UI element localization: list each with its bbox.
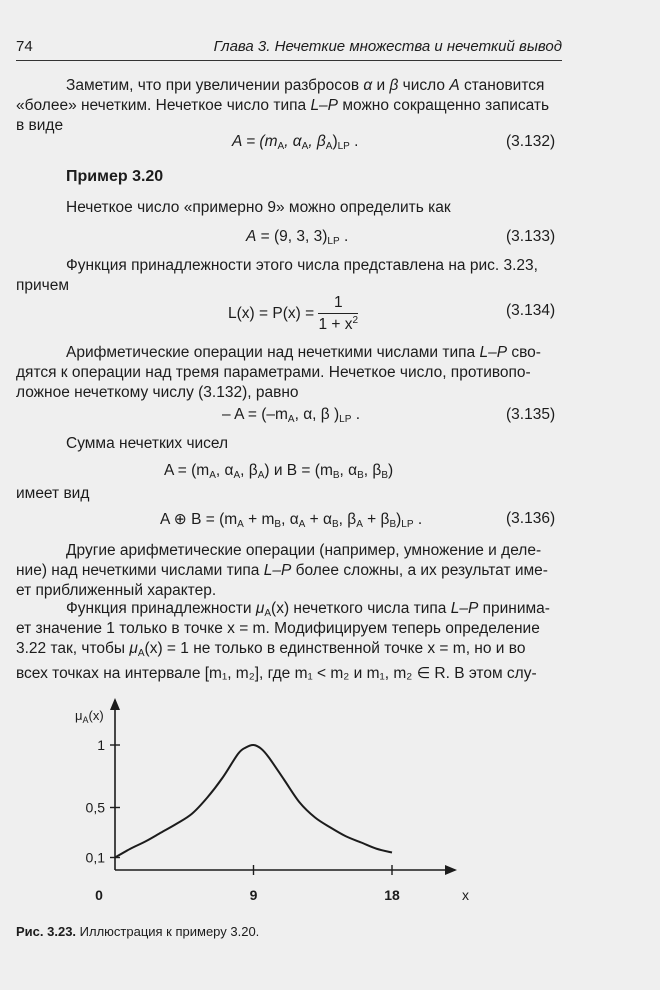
y-axis-arrow	[110, 698, 120, 710]
equation-3-132: $A = (m_A$, $\alpha_A$, $\beta_A)_{LP}$ .	[232, 133, 359, 152]
equation-number: (3.135)	[506, 406, 556, 423]
text-line: ние) над нечеткими числами типа L–P более сложны, а их результат име-	[16, 562, 548, 579]
equation-3-134: L(x) = P(x) = $\frac{1}{1 + x^2}$	[228, 294, 359, 333]
page-number: 74	[16, 38, 33, 55]
figure-caption: Рис. 3.23. Иллюстрация к примеру 3.20.	[16, 924, 260, 939]
text-line: Арифметические операции над нечеткими числами типа L–P сво-	[66, 344, 541, 361]
text-line: ет значение 1 только в точке x = m. Модифицируем теперь определение	[16, 620, 540, 637]
equation-3-135: – $A = (-m_A$, α, β )$_{LP}$ .	[222, 406, 361, 425]
example-title: Пример 3.20	[66, 168, 164, 185]
equation-3-133: A = (9, 3, $3)_{LP}$ .	[246, 228, 349, 247]
text-line: Функция принадлежности $\mu_A(x)$ нечеткого числа типа L–P принима-	[66, 600, 550, 619]
x-tick-label: 18	[384, 887, 400, 903]
x-axis-label: x	[462, 887, 469, 903]
x-axis-arrow	[445, 865, 457, 875]
y-axis-label: $\mu_A(x)$	[75, 708, 104, 725]
text-line: Заметим, что при увеличении разбросов α и β число A становится	[66, 77, 545, 94]
x-tick-label: 0	[95, 887, 103, 903]
text-line: имеет вид	[16, 485, 90, 502]
text-line: причем	[16, 277, 70, 294]
equation-3-136: A ⊕ $B = (m_A + m_B$, $\alpha_A + \alpha_B$, $\beta_A + \beta_B)_{LP}$ .	[160, 511, 423, 530]
text-line: Сумма нечетких чисел	[66, 435, 229, 452]
equation-sum: $A = (m_A$, $\alpha_A$, $\beta_A$) и $B = (m_B$, $\alpha_B$, $\beta_B$)	[164, 462, 394, 481]
text-line: Другие арифметические операции (например, умножение и деле-	[66, 542, 542, 559]
equation-number: (3.133)	[506, 228, 556, 245]
text-line: ложное нечеткому числу (3.132), равно	[16, 384, 299, 401]
y-tick-label: 1	[97, 737, 105, 753]
y-tick-label: 0,1	[85, 849, 105, 866]
text-line: «более» нечетким. Нечеткое число типа L–P можно сокращенно записать	[16, 97, 550, 114]
equation-number: (3.134)	[506, 302, 556, 319]
equation-number: (3.132)	[506, 133, 556, 150]
text-line: дятся к операции над тремя параметрами. Нечеткое число, противопо-	[16, 364, 531, 381]
text-line: Нечеткое число «примерно 9» можно определить как	[66, 199, 451, 216]
text-line: в виде	[16, 117, 64, 134]
chapter-title: Глава 3. Нечеткие множества и нечеткий вывод	[213, 38, 562, 55]
text-line: всех точках на интервале [m₁, m₂], где m₁ < m₂ и m₁, m₂ ∈ R. В этом слу-	[16, 665, 537, 682]
fraction: $\frac{1}{1 + x^2}$	[318, 294, 359, 333]
equation-number: (3.136)	[506, 510, 556, 527]
text-line: 3.22 так, чтобы $\mu_A(x) = 1$ не только в единственной точке x = m, но и во	[16, 640, 526, 659]
text-line: ет приближенный характер.	[16, 582, 217, 599]
x-tick-label: 9	[249, 887, 258, 903]
y-tick-label: 0,5	[85, 799, 105, 816]
membership-curve	[115, 745, 392, 858]
text-line: Функция принадлежности этого числа представлена на рис. 3.23,	[66, 257, 538, 274]
